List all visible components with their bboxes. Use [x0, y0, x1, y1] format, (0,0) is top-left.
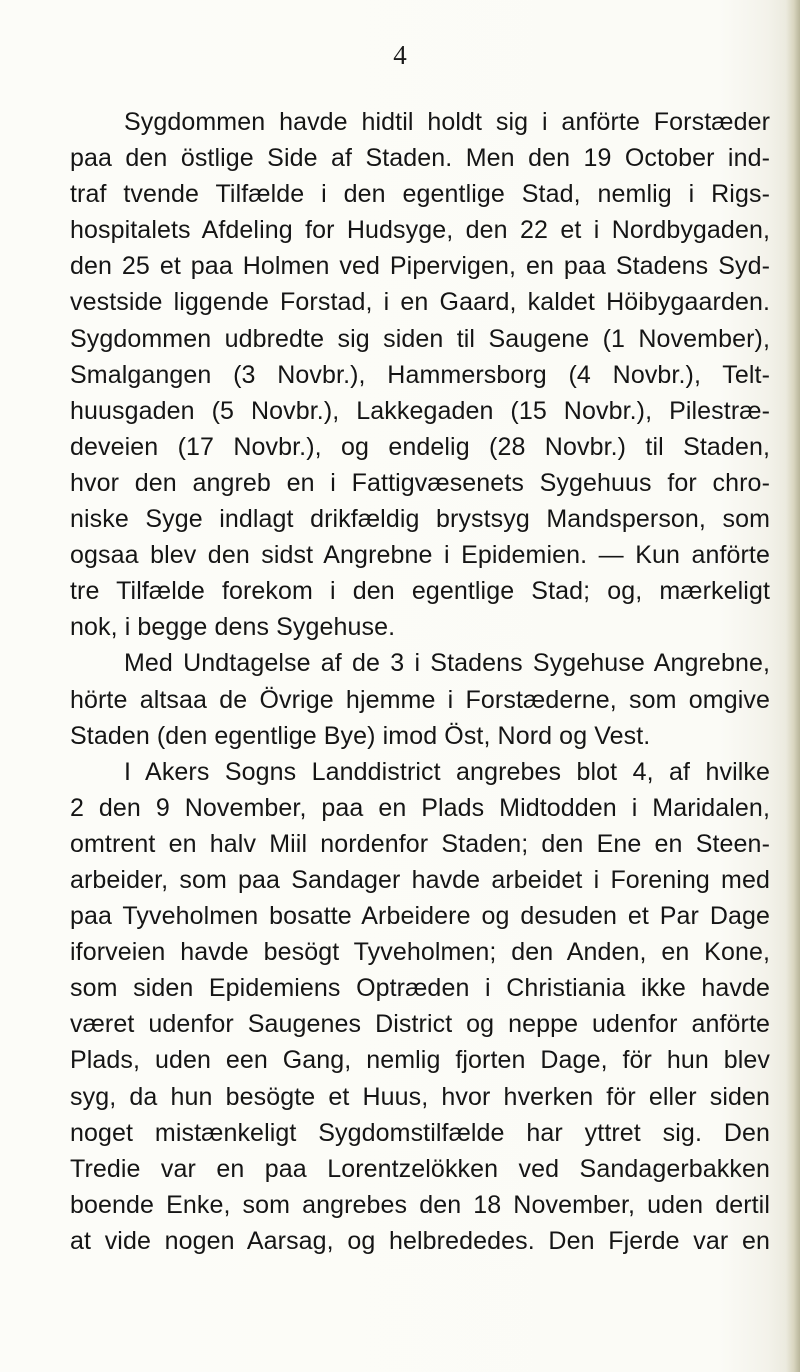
- text-line: arbeider, som paa Sandager havde arbeidet i Forening med: [70, 865, 770, 894]
- text-line: paa Tyveholmen bosatte Arbeidere og desuden et Par Dage: [70, 902, 770, 931]
- text-line: paa den östlige Side af Staden. Men den 19 October ind-: [70, 144, 770, 173]
- page-number: 4: [393, 40, 407, 70]
- text-line: hörte altsaa de Övrige hjemme i Forstæderne, som omgive: [70, 685, 770, 714]
- text-line: omtrent en halv Miil nordenfor Staden; den Ene en Steen-: [70, 829, 770, 858]
- text-line: syg, da hun besögte et Huus, hvor hverken för eller siden: [70, 1082, 770, 1111]
- text-line: den 25 et paa Holmen ved Pipervigen, en paa Stadens Syd-: [70, 252, 770, 281]
- text-line: Plads, uden een Gang, nemlig fjorten Dage, för hun blev: [70, 1046, 770, 1075]
- text-line: 2 den 9 November, paa en Plads Midtodden i Maridalen,: [70, 793, 770, 822]
- text-line: hospitalets Afdeling for Hudsyge, den 22 et i Nordbygaden,: [70, 216, 770, 245]
- page-edge-shadow: [786, 0, 800, 1372]
- text-line: vestside liggende Forstad, i en Gaard, kaldet Höibygaarden.: [70, 288, 770, 317]
- text-line: tre Tilfælde forekom i den egentlige Stad; og, mærkeligt: [70, 577, 770, 606]
- body-text: [70, 104, 770, 1259]
- text-line: niske Syge indlagt drikfældig brystsyg Mandsperson, som: [70, 505, 770, 534]
- text-line: iforveien havde besögt Tyveholmen; den Anden, en Kone,: [70, 938, 770, 967]
- text-line: Tredie var en paa Lorentzelökken ved Sandagerbakken: [70, 1154, 770, 1183]
- text-line: nok, i begge dens Sygehuse.: [70, 613, 396, 642]
- text-line: boende Enke, som angrebes den 18 November, uden dertil: [70, 1190, 770, 1219]
- text-line: været udenfor Saugenes District og neppe udenfor anförte: [70, 1010, 770, 1039]
- text-line: at vide nogen Aarsag, og helbrededes. Den Fjerde var en: [70, 1226, 770, 1255]
- text-line: Sygdommen udbredte sig siden til Saugene (1 November),: [70, 324, 770, 353]
- text-line: hvor den angreb en i Fattigvæsenets Sygehuus for chro-: [70, 468, 770, 497]
- text-line: Med Undtagelse af de 3 i Stadens Sygehuse Angrebne,: [124, 649, 770, 678]
- text-line: ogsaa blev den sidst Angrebne i Epidemien. — Kun anförte: [70, 541, 770, 570]
- text-line: I Akers Sogns Landdistrict angrebes blot 4, af hvilke: [124, 757, 770, 786]
- text-line: Smalgangen (3 Novbr.), Hammersborg (4 Novbr.), Telt-: [70, 360, 770, 389]
- text-line: traf tvende Tilfælde i den egentlige Stad, nemlig i Rigs-: [70, 180, 770, 209]
- text-line: Sygdommen havde hidtil holdt sig i anförte Forstæder: [124, 108, 770, 136]
- text-line: huusgaden (5 Novbr.), Lakkegaden (15 Novbr.), Pilestræ-: [70, 396, 770, 425]
- text-line: Staden (den egentlige Bye) imod Öst, Nord og Vest.: [70, 721, 651, 750]
- text-line: som siden Epidemiens Optræden i Christiania ikke havde: [70, 974, 770, 1003]
- text-line: deveien (17 Novbr.), og endelig (28 Novbr.) til Staden,: [70, 432, 770, 461]
- text-line: noget mistænkeligt Sygdomstilfælde har yttret sig. Den: [70, 1118, 770, 1147]
